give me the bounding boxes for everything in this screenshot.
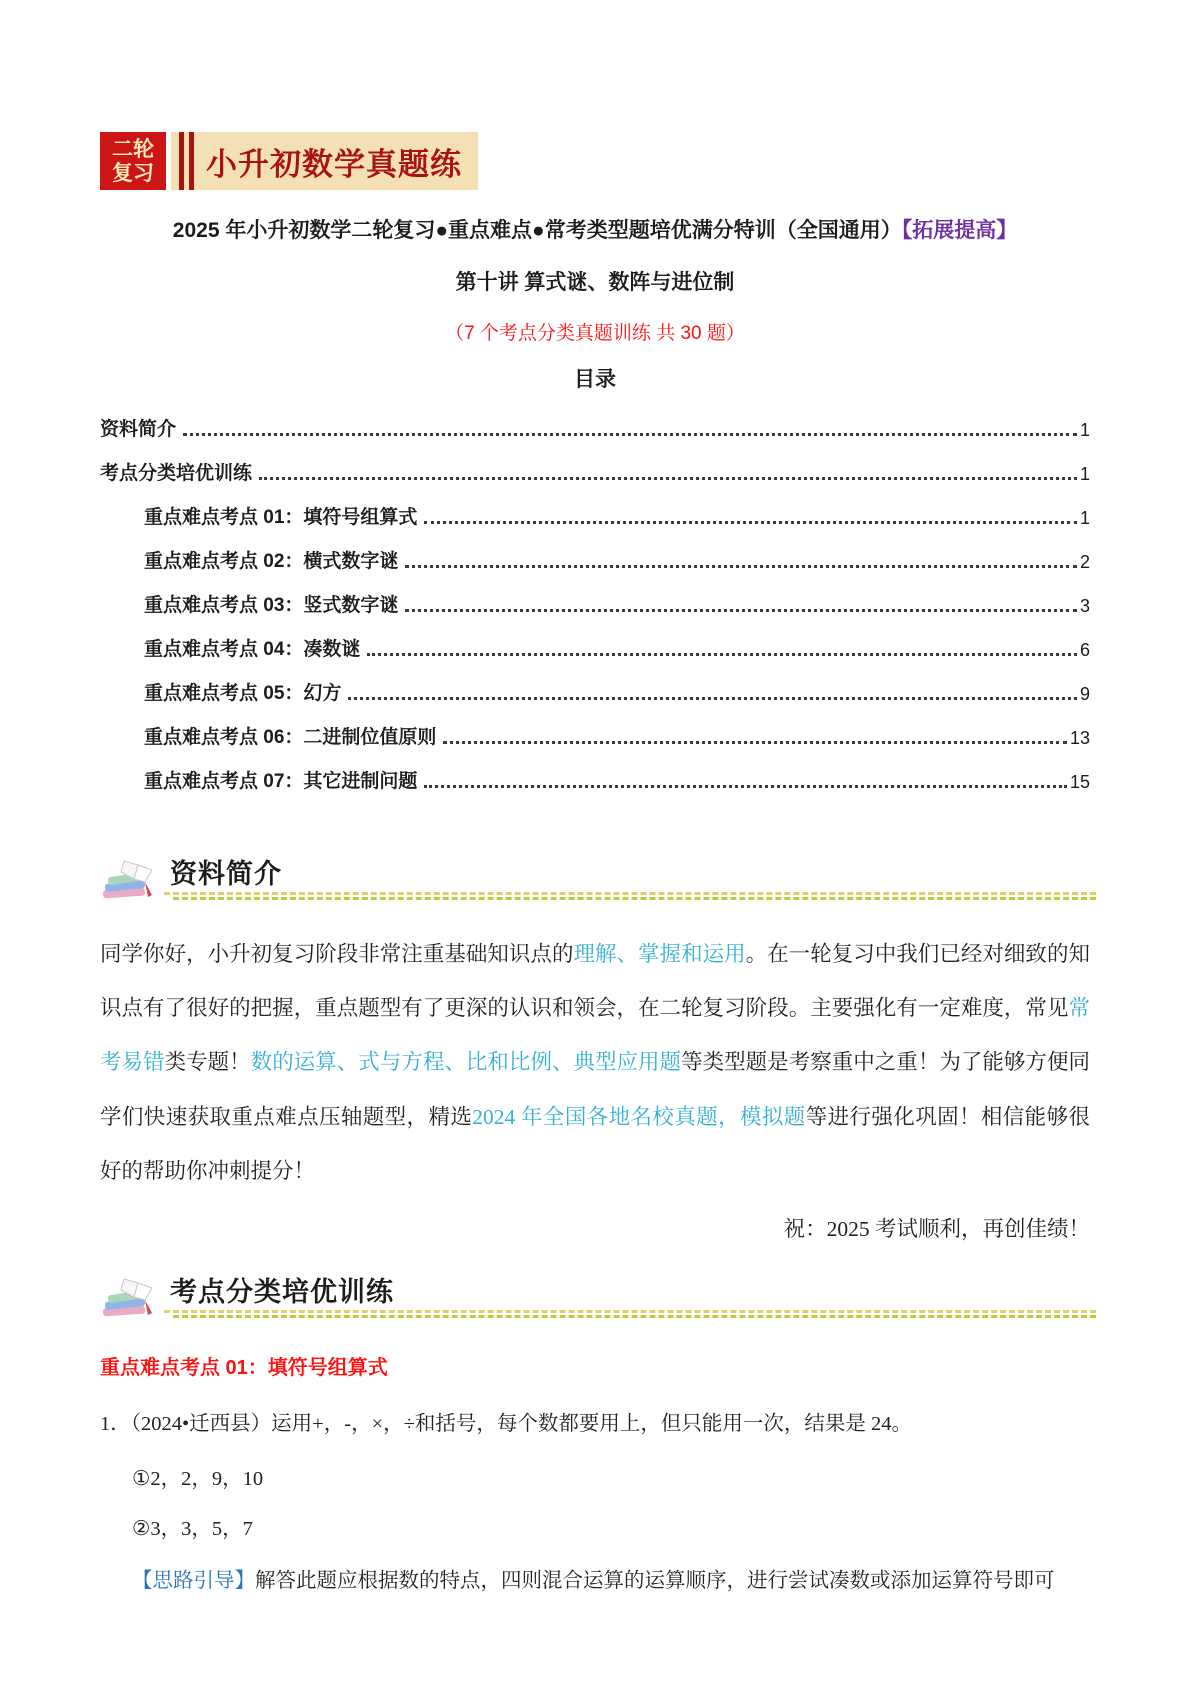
- books-icon: [102, 853, 158, 903]
- toc-leader-dots: [367, 653, 1077, 656]
- intro-segment-highlight: 数的运算、式与方程、比和比例、典型应用题: [250, 1050, 682, 1075]
- section-title-training: 考点分类培优训练: [170, 1276, 394, 1307]
- toc-page-number: 1: [1079, 420, 1090, 440]
- toc-entry[interactable]: [100, 397, 1090, 441]
- section-training: [100, 1267, 1090, 1593]
- logo-badge: [100, 132, 166, 190]
- toc-page-number: 2: [1079, 552, 1090, 572]
- toc-leader-dots: [405, 609, 1077, 612]
- logo-banner: [171, 132, 478, 190]
- question-1-item-2: ②3，3，5，7: [132, 1517, 253, 1540]
- toc-entry[interactable]: [100, 749, 1090, 793]
- toc-page-number: 13: [1069, 728, 1090, 748]
- toc-entry[interactable]: [100, 661, 1090, 705]
- section-header-training: [100, 1267, 1090, 1321]
- toc-page-number: 1: [1079, 508, 1090, 528]
- logo-badge-line2: 复习: [112, 161, 154, 185]
- toc-entry-label: 重点难点考点 04：凑数谜: [144, 639, 361, 660]
- question-1-item-1: ①2，2，9，10: [132, 1467, 264, 1490]
- wish-line: 祝：2025 考试顺利，再创佳绩！: [783, 1216, 1090, 1241]
- books-icon: [102, 1271, 158, 1321]
- toc-entry-label: 考点分类培优训练: [100, 463, 253, 484]
- toc-page-number: 1: [1079, 464, 1090, 484]
- hint-text: 解答此题应根据数的特点，四则混合运算的运算顺序，进行尝试凑数或添加运算符号即可: [255, 1569, 1055, 1592]
- toc-leader-dots: [424, 521, 1077, 524]
- dashed-divider: [164, 892, 1096, 902]
- toc-entry-label: 重点难点考点 07：其它进制问题: [144, 771, 418, 792]
- intro-segment: 等类型题是考察重中之重！为了能够方便同学们快速获取重点难点压轴题型，精选: [100, 1050, 1090, 1129]
- toc-entry-label: 资料简介: [100, 419, 177, 440]
- toc-leader-dots: [183, 433, 1077, 436]
- intro-segment-highlight: 理解、掌握和运用: [573, 942, 746, 966]
- table-of-contents: [100, 397, 1090, 793]
- toc-entry[interactable]: [100, 617, 1090, 661]
- toc-leader-dots: [443, 741, 1067, 744]
- section-intro: [100, 849, 1090, 1251]
- doc-title: [100, 214, 1090, 244]
- intro-segment: 同学你好，小升初复习阶段非常注重基础知识点的: [100, 942, 574, 966]
- question-1-hint: [100, 1563, 1090, 1593]
- toc-heading: 目录: [574, 368, 616, 391]
- toc-entry[interactable]: [100, 573, 1090, 617]
- question-1-text: 1．（2024•迁西县）运用+，-，×，÷和括号，每个数都要用上，但只能用一次，结果是 24。: [100, 1412, 913, 1435]
- toc-leader-dots: [405, 565, 1077, 568]
- toc-page-number: 9: [1079, 684, 1090, 704]
- toc-entry-label: 重点难点考点 05：幻方: [144, 683, 342, 704]
- double-stripe-icon: [179, 132, 194, 190]
- toc-entry-label: 重点难点考点 02：横式数字谜: [144, 551, 399, 572]
- lecture-title: 第十讲 算式谜、数阵与进位制: [455, 271, 735, 294]
- intro-segment: 类专题！: [164, 1050, 251, 1075]
- logo-banner-text: 小升初数学真题练: [206, 146, 462, 182]
- toc-leader-dots: [424, 785, 1067, 788]
- topic-01-title: 重点难点考点 01：填符号组算式: [100, 1356, 388, 1379]
- question-count-line: （7 个考点分类真题训练 共 30 题）: [445, 323, 745, 344]
- section-header-intro: [100, 849, 1090, 903]
- doc-title-highlight: 【拓展提高】: [901, 219, 1018, 242]
- intro-segment-highlight: 2024 年全国各地名校真题，模拟题: [472, 1104, 806, 1129]
- toc-entry[interactable]: [100, 705, 1090, 749]
- toc-leader-dots: [259, 477, 1077, 480]
- toc-page-number: 15: [1069, 772, 1090, 792]
- dashed-divider: [164, 1310, 1096, 1320]
- toc-entry-label: 重点难点考点 03：竖式数字谜: [144, 595, 399, 616]
- doc-title-main: 2025 年小升初数学二轮复习●重点难点●常考类型题培优满分特训（全国通用）: [172, 219, 902, 242]
- toc-entry[interactable]: [100, 441, 1090, 485]
- toc-entry-label: 重点难点考点 06：二进制位值原则: [144, 727, 437, 748]
- toc-page-number: 6: [1079, 640, 1090, 660]
- toc-entry[interactable]: [100, 485, 1090, 529]
- intro-segment: 等进行强化巩固！相信能够很好的帮助你冲刺提分！: [100, 1104, 1090, 1183]
- section-title-intro: 资料简介: [170, 859, 282, 889]
- logo-badge-line1: 二轮: [112, 136, 154, 161]
- intro-paragraph: [100, 927, 1090, 1198]
- toc-leader-dots: [348, 697, 1077, 700]
- intro-segment: 。在一轮复习中我们已经对细致的知识点有了很好的把握，重点题型有了更深的认识和领会，在二轮复习阶段。主要强化有一定难度，常见: [100, 942, 1090, 1021]
- intro-segment-highlight: 常考易错: [100, 996, 1090, 1075]
- hint-label: 【思路引导】: [132, 1569, 255, 1592]
- toc-entry-label: 重点难点考点 01：填符号组算式: [144, 507, 418, 528]
- toc-page-number: 3: [1079, 596, 1090, 616]
- toc-entry[interactable]: [100, 529, 1090, 573]
- brand-logo: [100, 132, 478, 190]
